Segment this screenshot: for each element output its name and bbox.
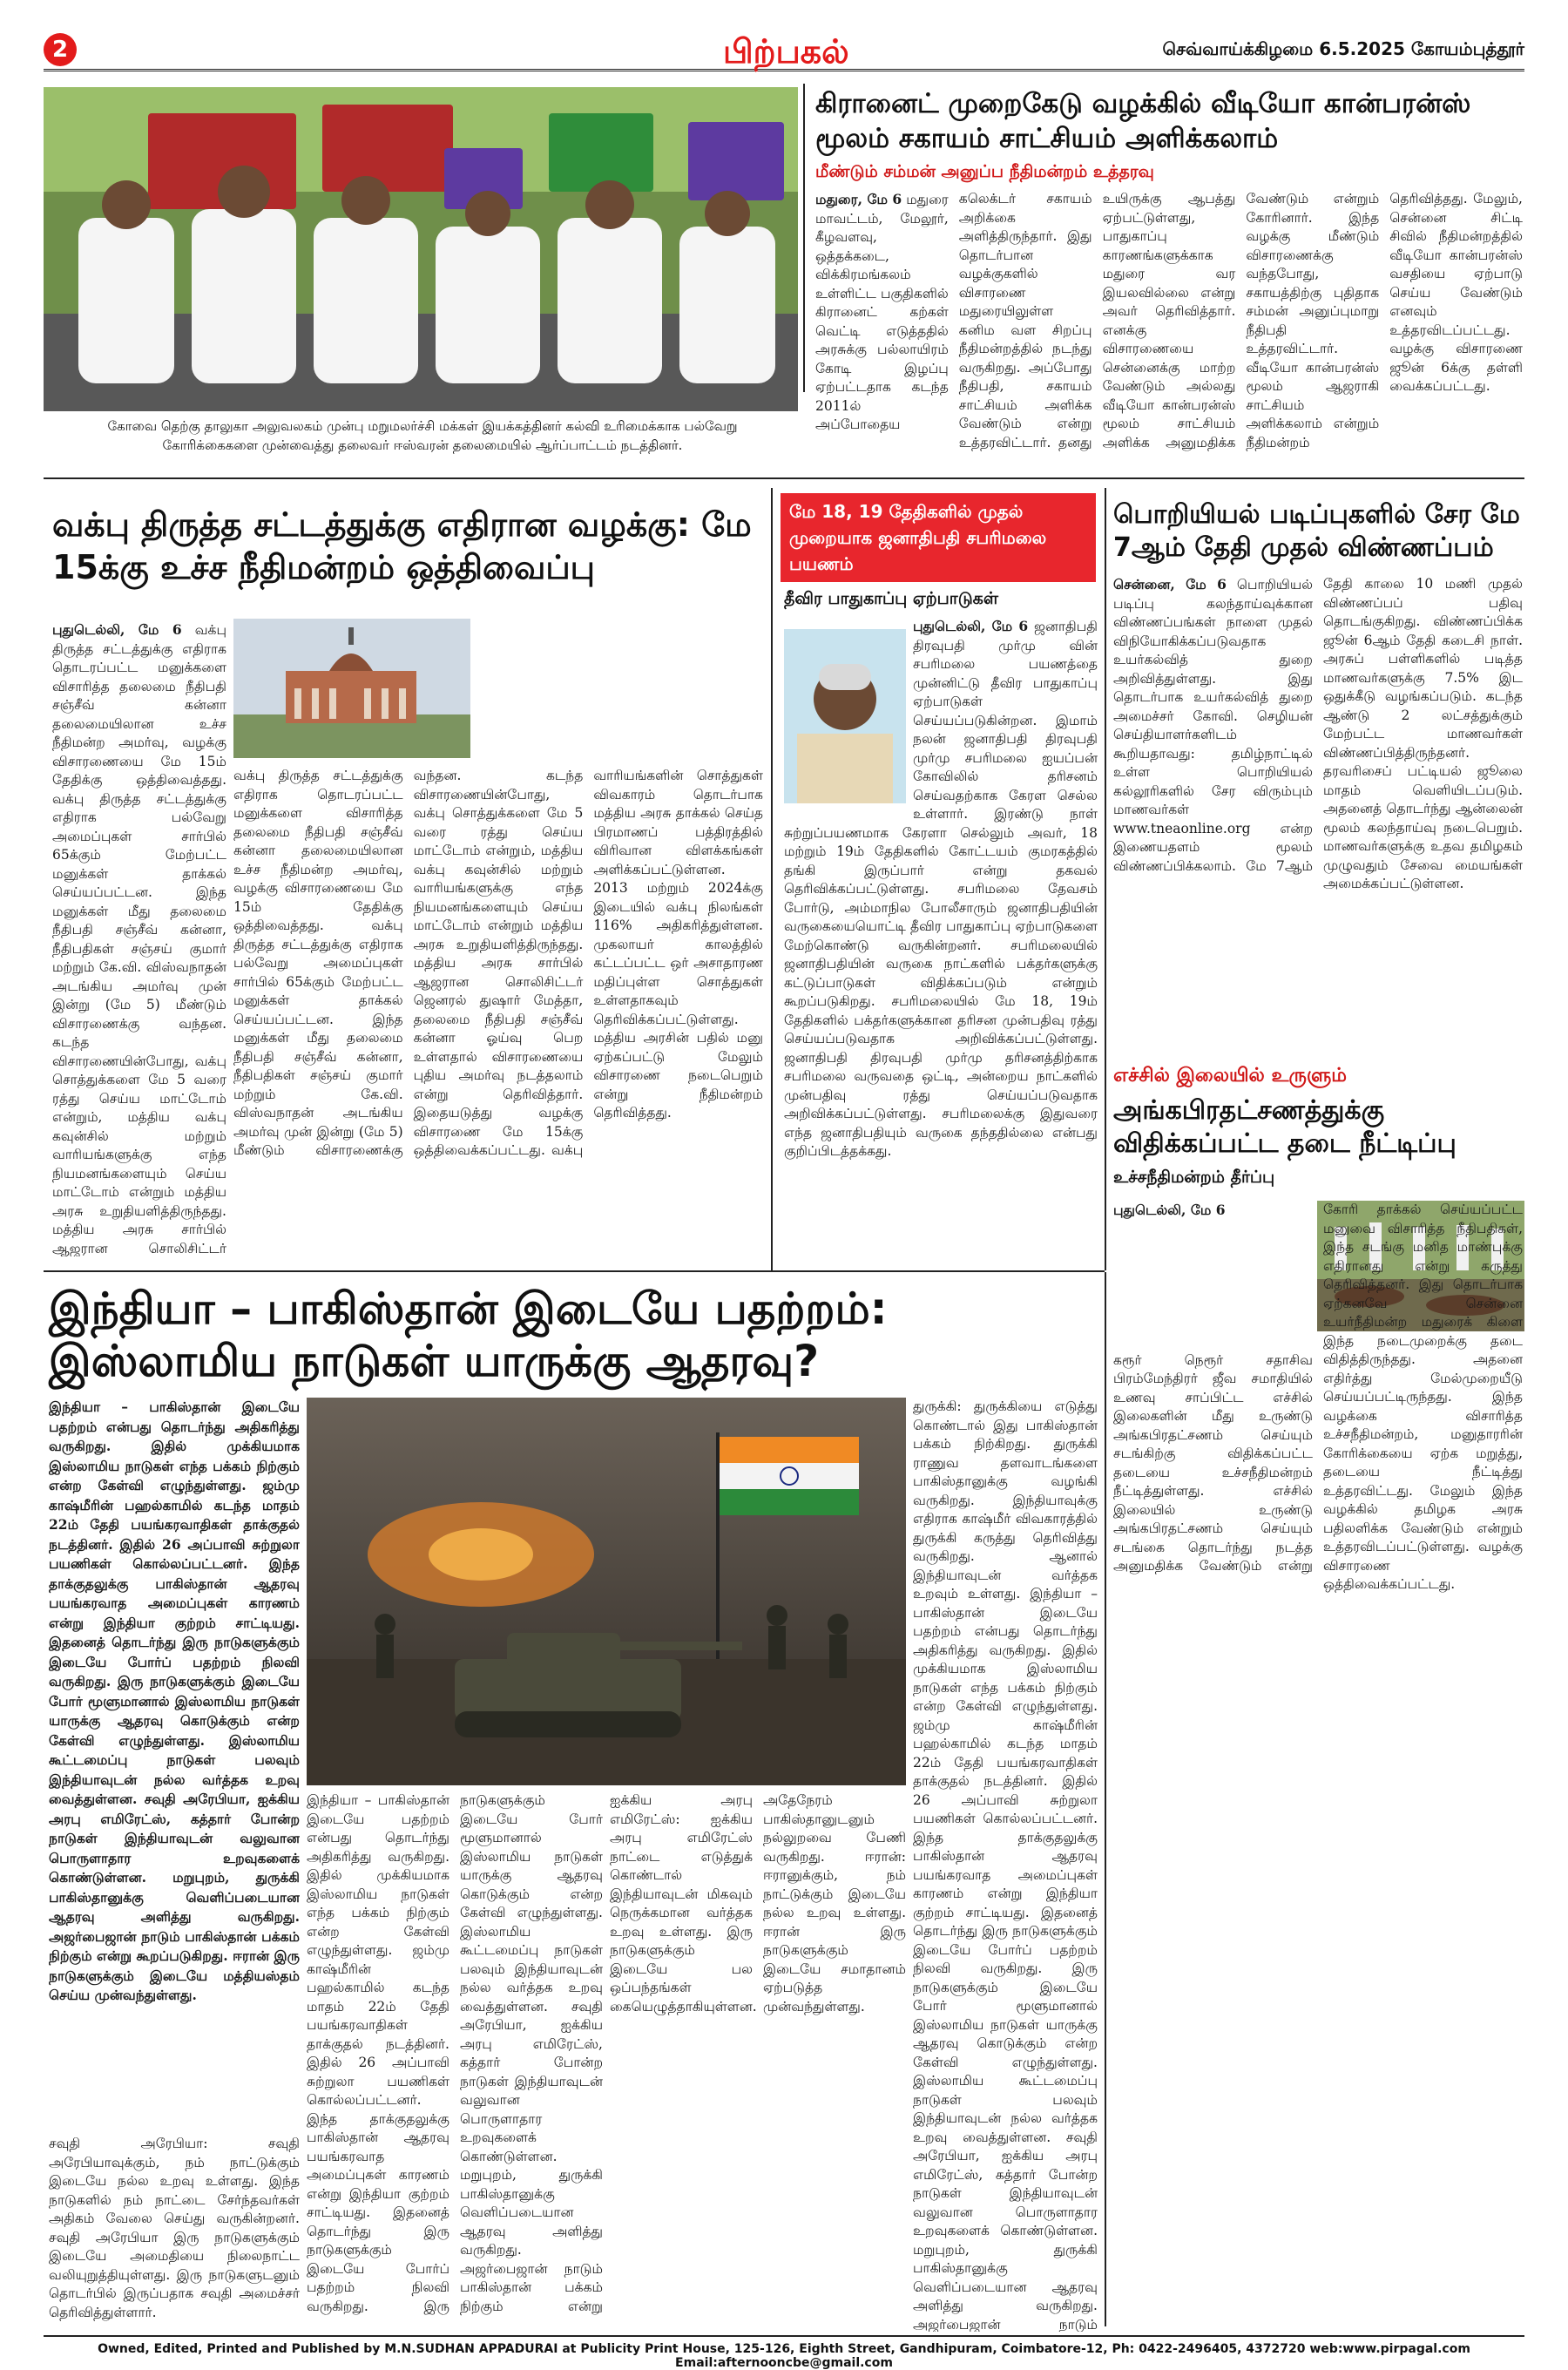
india-pak-saudi-text: சவுதி அரேபியா: சவுதி அரேபியாவுக்கும், நம் நாட்டுக்கும் இடையே நல்ல உறவு உள்ளது. இந்த நாடுகளில் நம் நாட்டை சேர்ந்தவர்கள் அதிகம் வேலை செய்து வருகின்றனர். சவுதி அரேபியா இரு நாடுகளுக்கும் இடையே அமைதியை நிலைநாட்ட வலியுறுத்தியுள்ளது. இரு நாடுகளுடனும் தொடர்பில் இருப்பதாக சவுதி அமைச்சர் தெரிவித்துள்ளார்.	[49, 2136, 300, 2320]
india-pak-lead: இந்தியா – பாகிஸ்தான் இடையே பதற்றம் என்பது தொடர்ந்து அதிகரித்து வருகிறது. இதில் முக்கியமாக இஸ்லாமிய நாடுகள் எந்த பக்கம் நிற்கும் என்ற கேள்வி எழுந்துள்ளது. ஜம்மு காஷ்மீரின் பஹல்காமில் கடந்த மாதம் 22ம் தேதி பயங்கரவாதிகள் தாக்குதல் நடத்தினர். இதில் 26 அப்பாவி சுற்றுலா பயணிகள் கொல்லப்பட்டனர். இந்த தாக்குதலுக்கு பாகிஸ்தான் ஆதரவு பயங்கரவாத அமைப்புகள் காரணம் என்று இந்தியா குற்றம் சாட்டியது. இதனைத் தொடர்ந்து இரு நாடுகளுக்கும் இடையே போர்ப் பதற்றம் நிலவி வருகிறது. இரு நாடுகளுக்கும் இடையே போர் மூளுமானால் இஸ்லாமிய நாடுகள் யாருக்கு ஆதரவு கொடுக்கும் என்ற கேள்வி எழுந்துள்ளது. இஸ்லாமிய கூட்டமைப்பு நாடுகள் பலவும் இந்தியாவுடன் நல்ல வர்த்தக உறவு வைத்துள்ளன. சவுதி அரேபியா, ஐக்கிய அரபு எமிரேட்ஸ், கத்தார் போன்ற நாடுகள் இந்தியாவுடன் வலுவான பொருளாதார உறவுகளைக் கொண்டுள்ளன. மறுபுறம், துருக்கி பாகிஸ்தானுக்கு வெளிப்படையான ஆதரவு அளித்து வருகிறது. அஜர்பைஜான் நாடும் பாகிஸ்தான் பக்கம் நிற்கும் என்று கூறப்படுகிறது. ஈரான் இரு நாடுகளுக்கும் இடையே மத்தியஸ்தம் செய்ய முன்வந்துள்ளது.	[49, 1398, 300, 2003]
war-photo	[307, 1398, 906, 1785]
waqf-text: வக்பு திருத்த சட்டத்துக்கு எதிராக தொடரப்பட்ட மனுக்களை விசாரித்த தலைமை நீதிபதி சஞ்சீவ் கன்னா தலைமையிலான உச்ச நீதிமன்ற அமர்வு, வழக்கு விசாரணையை மே 15ம் தேதிக்கு ஒத்திவைத்தது. வக்பு திருத்த சட்டத்துக்கு எதிராக பல்வேறு அமைப்புகள் சார்பில் 65க்கும் மேற்பட்ட மனுக்கள் தாக்கல் செய்யப்பட்டன. இந்த மனுக்கள் மீது தலைமை நீதிபதி சஞ்சீவ் கன்னா, நீதிபதிகள் சஞ்சய் குமார் மற்றும் கே.வி. விஸ்வநாதன் அடங்கிய அமர்வு முன் இன்று (மே 5) மீண்டும் விசாரணைக்கு வந்தன. கடந்த விசாரணையின்போது, வக்பு சொத்துக்களை மே 5 வரை ரத்து செய்ய மாட்டோம் என்றும், மத்திய வக்பு கவுன்சில் மற்றும் வாரியங்களுக்கு எந்த நியமனங்களையும் செய்ய மாட்டோம் என்றும் மத்திய அரசு உறுதியளித்திருந்தது. மத்திய அரசு சார்பில் ஆஜரான சொலிசிட்டர்	[52, 622, 226, 1256]
supreme-court-photo	[233, 619, 470, 758]
president-body	[784, 617, 1098, 1262]
india-pak-center-text: இந்தியா – பாகிஸ்தான் இடையே பதற்றம் என்பது தொடர்ந்து அதிகரித்து வருகிறது. இதில் முக்கியமாக இஸ்லாமிய நாடுகள் எந்த பக்கம் நிற்கும் என்ற கேள்வி எழுந்துள்ளது. ஜம்மு காஷ்மீரின் பஹல்காமில் கடந்த மாதம் 22ம் தேதி பயங்கரவாதிகள் தாக்குதல் நடத்தினர். இதில் 26 அப்பாவி சுற்றுலா பயணிகள் கொல்லப்பட்டனர். இந்த தாக்குதலுக்கு பாகிஸ்தான் ஆதரவு பயங்கரவாத அமைப்புகள் காரணம் என்று இந்தியா குற்றம் சாட்டியது. இதனைத் தொடர்ந்து இரு நாடுகளுக்கும் இடையே போர்ப் பதற்றம் நிலவி வருகிறது. இரு நாடுகளுக்கும் இடையே போர் மூளுமானால் இஸ்லாமிய நாடுகள் யாருக்கு ஆதரவு கொடுக்கும் என்ற கேள்வி எழுந்துள்ளது. இஸ்லாமிய கூட்டமைப்பு நாடுகள் பலவும் இந்தியாவுடன் நல்ல வர்த்தக உறவு வைத்துள்ளன. சவுதி அரேபியா, ஐக்கிய அரபு எமிரேட்ஸ், கத்தார் போன்ற நாடுகள் இந்தியாவுடன் வலுவான பொருளாதார உறவுகளைக் கொண்டுள்ளன. மறுபுறம், துருக்கி பாகிஸ்தானுக்கு வெளிப்படையான ஆதரவு அளித்து வருகிறது. அஜர்பைஜான் நாடும் பாகிஸ்தான் பக்கம் நிற்கும் என்று	[307, 1792, 603, 2314]
waqf-body-right	[233, 767, 763, 1256]
india-pak-turkey-text: துருக்கி: துருக்கியை எடுத்து கொண்டால் இது பாகிஸ்தான் பக்கம் நிற்கிறது. துருக்கி ராணுவ தளவாடங்களை பாகிஸ்தானுக்கு வழங்கி வருகிறது. இந்தியாவுக்கு எதிராக காஷ்மீர் விவகாரத்தில் துருக்கி கருத்து தெரிவித்து வருகிறது. ஆனால் இந்தியாவுடன் வர்த்தக உறவும் உள்ளது.	[913, 1398, 1098, 1601]
waqf-body-left	[52, 620, 226, 1256]
india-pak-headline: இந்தியா – பாகிஸ்தான் இடையே பதற்றம்: இஸ்லாமிய நாடுகள் யாருக்கு ஆதரவு?	[49, 1283, 888, 1386]
photo-float-spacer	[784, 617, 913, 809]
section-rule	[44, 477, 1524, 479]
engineering-headline: பொறியியல் படிப்புகளில் சேர மே 7ஆம் தேதி முதல் விண்ணப்பம்	[1113, 499, 1520, 564]
granite-subhead: மீண்டும் சம்மன் அனுப்ப நீதிமன்றம் உத்தரவு	[815, 162, 1154, 181]
india-pak-iran-text: ஈரான்: ஈரானுக்கும், நம் நாட்டுக்கும் இடையே நல்ல உறவு உள்ளது. ஈரான் இரு நாடுகளுக்கும் இடையே சமாதானம் ஏற்படுத்த முன்வந்துள்ளது.	[763, 1848, 906, 2014]
granite-body	[815, 190, 1523, 476]
president-subhead: தீவிர பாதுகாப்பு ஏற்பாடுகள்	[784, 589, 998, 608]
angapradakshinam-text: கரூர் நெரூர் சதாசிவ பிரம்மேந்திரர் ஜீவ சமாதியில் உணவு சாப்பிட்ட எச்சில் இலைகளின் மீது உருண்டு அங்கபிரதட்சணம் செய்யும் சடங்கிற்கு விதிக்கப்பட்ட தடையை உச்சநீதிமன்றம் நீட்டித்துள்ளது. எச்சில் இலையில் உருண்டு அங்கபிரதட்சணம் செய்யும் சடங்கை தொடர்ந்து நடத்த அனுமதிக்க வேண்டும் என்று கோரி தாக்கல் செய்யப்பட்ட மனுவை விசாரித்த நீதிபதிகள், இந்த சடங்கு மனித மாண்புக்கு எதிரானது என்று கருத்து தெரிவித்தனர். இது தொடர்பாக ஏற்கனவே சென்னை உயர்நீதிமன்ற மதுரைக் கிளை இந்த நடைமுறைக்கு தடை விதித்திருந்தது. அதனை எதிர்த்து மேல்முறையீடு செய்யப்பட்டிருந்தது. இந்த வழக்கை விசாரித்த உச்சநீதிமன்றம், மனுதாரரின் கோரிக்கையை ஏற்க மறுத்து, தடையை நீட்டித்து உத்தரவிட்டது. மேலும் இந்த வழக்கில் தமிழக அரசு பதிலளிக்க வேண்டும் என்றும் உத்தரவிடப்பட்டுள்ளது. வழக்கு விசாரணை ஒத்திவைக்கப்பட்டது.	[1113, 1202, 1523, 1592]
page-number: 2	[44, 33, 77, 66]
supreme-court-illustration	[233, 619, 470, 758]
section-rule	[44, 1270, 1105, 1272]
column-rule	[1105, 488, 1106, 1270]
india-pak-body-mid	[610, 1791, 906, 2332]
granite-text: மதுரை மாவட்டம், மேலூர், கீழவளவு, ஒத்தக்கடை, விக்கிரமங்கலம் உள்ளிட்ட பகுதிகளில் கிரானைட் கற்கள் வெட்டி எடுத்ததில் அரசுக்கு பல்லாயிரம் கோடி இழப்பு ஏற்பட்டதாக கடந்த 2011ல் அப்போதைய கலெக்டர் சகாயம் அறிக்கை அளித்திருந்தார். இது தொடர்பான வழக்குகளில் விசாரணை மதுரையிலுள்ள கனிம வள சிறப்பு நீதிமன்றத்தில் நடந்து வருகிறது. அப்போது நீதிபதி, சகாயம் சாட்சியம் அளிக்க வேண்டும் என்று உத்தரவிட்டார். தனது உயிருக்கு ஆபத்து ஏற்பட்டுள்ளது, பாதுகாப்பு காரணங்களுக்காக மதுரை வர இயலவில்லை என்று அவர் தெரிவித்தார். எனக்கு விசாரணையை சென்னைக்கு மாற்ற வேண்டும் அல்லது வீடியோ கான்பரன்ஸ் மூலம் சாட்சியம் அளிக்க அனுமதிக்க வேண்டும் என்றும் கோரினார். இந்த வழக்கு மீண்டும் விசாரணைக்கு வந்தபோது, சகாயத்திற்கு புதிதாக சம்மன் அனுப்புமாறு நீதிபதி உத்தரவிட்டார். வீடியோ கான்பரன்ஸ் மூலம் ஆஜராகி சாட்சியம் அளிக்கலாம் என்றும் நீதிமன்றம் தெரிவித்தது. மேலும், சென்னை சிட்டி சிவில் நீதிமன்றத்தில் வீடியோ கான்பரன்ஸ் வசதியை ஏற்பாடு செய்ய வேண்டும் எனவும் உத்தரவிடப்பட்டது. வழக்கு விசாரணை ஜூன் 6க்கு தள்ளி வைக்கப்பட்டது.	[815, 191, 1523, 450]
president-text: ஜனாதிபதி திரவுபதி முர்மு வின் சபரிமலை பயணத்தை முன்னிட்டு தீவிர பாதுகாப்பு ஏற்பாடுகள் செய்யப்படுகின்றன. இமாம் நலன் ஜனாதிபதி திரவுபதி முர்மு சபரிமலை ஐயப்பன் கோவிலில் தரிசனம் செய்வதற்காக கேரள செல்ல உள்ளார். இரண்டு நாள் சுற்றுப்பயணமாக கேரளா செல்லும் அவர், 18 மற்றும் 19ம் தேதிகளில் கோட்டயம் குமரகத்தில் தங்கி இருப்பார் என்று தகவல் தெரிவிக்கப்பட்டுள்ளது. சபரிமலை தேவசம் போர்டு, அம்மாநில போலீசாரும் ஜனாதிபதியின் வருகையையொட்டி தீவிர பாதுகாப்பு ஏற்பாடுகளை மேற்கொண்டு வருகின்றனர். சபரிமலையில் ஜனாதிபதியின் வருகை நாட்களில் பக்தர்களுக்கு கட்டுப்பாடுகள் விதிக்கப்படும் என்றும் கூறப்படுகிறது. சபரிமலையில் மே 18, 19ம் தேதிகளில் பக்தர்களுக்கான தரிசன முன்பதிவு ரத்து செய்யப்படுவதாக அறிவிக்கப்பட்டுள்ளது. ஜனாதிபதி திரவுபதி முர்மு தரிசனத்திற்காக சபரிமலை வருவதை ஒட்டி, அன்றைய நாட்களில் முன்பதிவு ரத்து செய்யப்படுவதாக அறிவிக்கப்பட்டுள்ளது. சபரிமலைக்கு இதுவரை எந்த ஜனாதிபதியும் வருகை தந்ததில்லை என்பது குறிப்பிடத்தக்கது.	[784, 619, 1098, 1159]
war-illustration	[307, 1398, 906, 1785]
india-pak-right-continued: இந்தியா – பாகிஸ்தான் இடையே பதற்றம் என்பது தொடர்ந்து அதிகரித்து வருகிறது. இதில் முக்கியமாக இஸ்லாமிய நாடுகள் எந்த பக்கம் நிற்கும் என்ற கேள்வி எழுந்துள்ளது. ஜம்மு காஷ்மீரின் பஹல்காமில் கடந்த மாதம் 22ம் தேதி பயங்கரவாதிகள் தாக்குதல் நடத்தினர். இதில் 26 அப்பாவி சுற்றுலா பயணிகள் கொல்லப்பட்டனர். இந்த தாக்குதலுக்கு பாகிஸ்தான் ஆதரவு பயங்கரவாத அமைப்புகள் காரணம் என்று இந்தியா குற்றம் சாட்டியது. இதனைத் தொடர்ந்து இரு நாடுகளுக்கும் இடையே போர்ப் பதற்றம் நிலவி வருகிறது. இரு நாடுகளுக்கும் இடையே போர் மூளுமானால் இஸ்லாமிய நாடுகள் யாருக்கு ஆதரவு கொடுக்கும் என்ற கேள்வி எழுந்துள்ளது. இஸ்லாமிய கூட்டமைப்பு நாடுகள் பலவும் இந்தியாவுடன் நல்ல வர்த்தக உறவு வைத்துள்ளன. சவுதி அரேபியா, ஐக்கிய அரபு எமிரேட்ஸ், கத்தார் போன்ற நாடுகள் இந்தியாவுடன் வலுவான பொருளாதார உறவுகளைக் கொண்டுள்ளன. மறுபுறம், துருக்கி பாகிஸ்தானுக்கு வெளிப்படையான ஆதரவு அளித்து வருகிறது. அஜர்பைஜான் நாடும்	[913, 1586, 1098, 2332]
engineering-byline: சென்னை, மே 6	[1113, 576, 1227, 592]
angapradakshinam-body	[1113, 1201, 1523, 2330]
photo-spacer	[1113, 1221, 1313, 1351]
india-pak-body-right	[913, 1398, 1098, 2332]
column-rule	[803, 84, 805, 392]
angapradakshinam-subhead: உச்சநீதிமன்றம் தீர்ப்பு	[1113, 1168, 1275, 1187]
protest-photo-illustration	[44, 87, 798, 411]
protest-caption: கோவை தெற்கு தாலுகா அலுவலகம் முன்பு மறுமலர்ச்சி மக்கள் இயக்கத்தினர் கல்வி உரிமைக்காக பல்வேறு கோரிக்கைகளை முன்வைத்து தலைவர் ஈஸ்வரன் தலைமையில் ஆர்ப்பாட்டம் நடத்தினர்.	[107, 418, 738, 453]
angapradakshinam-byline: புதுடெல்லி, மே 6	[1113, 1202, 1226, 1218]
granite-byline: மதுரை, மே 6	[815, 191, 902, 207]
imprint-footer: Owned, Edited, Printed and Published by M.N.SUDHAN APPADURAI at Publicity Print House, 125-126, Eighth Street, Gandhipuram, Coimbatore-12, Ph: 0422-2496405, 4372720 web:www.pirpagal.com Email:afternooncbe@gmail.com	[44, 2335, 1524, 2370]
angapradakshinam-kicker: எச்சில் இலையில் உருளும்	[1113, 1065, 1347, 1087]
column-rule	[771, 488, 773, 1270]
india-pak-body-center	[307, 1791, 603, 2332]
president-kicker: மே 18, 19 தேதிகளில் முதல் முறையாக ஜனாதிபதி சபரிமலை பயணம்	[781, 493, 1096, 582]
newspaper-brand: பிற்பகல்	[723, 31, 849, 71]
waqf-text-continued: வக்பு திருத்த சட்டத்துக்கு எதிராக தொடரப்பட்ட மனுக்களை விசாரித்த தலைமை நீதிபதி சஞ்சீவ் கன்னா தலைமையிலான உச்ச நீதிமன்ற அமர்வு, வழக்கு விசாரணையை மே 15ம் தேதிக்கு ஒத்திவைத்தது. வக்பு திருத்த சட்டத்துக்கு எதிராக பல்வேறு அமைப்புகள் சார்பில் 65க்கும் மேற்பட்ட மனுக்கள் தாக்கல் செய்யப்பட்டன. இந்த மனுக்கள் மீது தலைமை நீதிபதி சஞ்சீவ் கன்னா, நீதிபதிகள் சஞ்சய் குமார் மற்றும் கே.வி. விஸ்வநாதன் அடங்கிய அமர்வு முன் இன்று (மே 5) மீண்டும் விசாரணைக்கு வந்தன. கடந்த விசாரணையின்போது, வக்பு சொத்துக்களை மே 5 வரை ரத்து செய்ய மாட்டோம் என்றும், மத்திய வக்பு கவுன்சில் மற்றும் வாரியங்களுக்கு எந்த நியமனங்களையும் செய்ய மாட்டோம் என்றும் மத்திய அரசு உறுதியளித்திருந்தது. மத்திய அரசு சார்பில் ஆஜரான சொலிசிட்டர் ஜெனரல் துஷார் மேத்தா, தலைமை நீதிபதி சஞ்சீவ் கன்னா ஓய்வு பெற உள்ளதால் விசாரணையை புதிய அமர்வு நடத்தலாம் என்று தெரிவித்தார். இதையடுத்து வழக்கு விசாரணை மே 15க்கு ஒத்திவைக்கப்பட்டது. வக்பு வாரியங்களின் சொத்துகள் விவகாரம் தொடர்பாக மத்திய அரசு தாக்கல் செய்த பிரமாணப் பத்திரத்தில் விரிவான விளக்கங்கள் அளிக்கப்பட்டுள்ளன. 2013 மற்றும் 2024க்கு இடையில் வக்பு நிலங்கள் 116% அதிகரித்துள்ளன. முகலாயர் காலத்தில் கட்டப்பட்ட ஒர் அசாதாரண மதிப்புள்ள சொத்துகள் உள்ளதாகவும் தெரிவிக்கப்பட்டுள்ளது. மத்திய அரசின் பதில் மனு ஏற்கப்பட்டு மேலும் விசாரணை நடைபெறும் என்று நீதிமன்றம் தெரிவித்தது.	[233, 768, 763, 1158]
waqf-byline: புதுடெல்லி, மே 6	[52, 621, 182, 638]
engineering-text: பொறியியல் படிப்பு கலந்தாய்வுக்கான விண்ணப்பங்கள் நாளை முதல் விநியோகிக்கப்படுவதாக உயர்கல்வித் துறை அறிவித்துள்ளது. இது தொடர்பாக உயர்கல்வித் துறை அமைச்சர் கோவி. செழியன் செய்தியாளர்களிடம் கூறியதாவது: தமிழ்நாட்டில் உள்ள பொறியியல் கல்லூரிகளில் சேர விரும்பும் மாணவர்கள் www.tneaonline.org என்ற இணையதளம் மூலம் விண்ணப்பிக்கலாம். மே 7ஆம் தேதி காலை 10 மணி முதல் விண்ணப்பப் பதிவு தொடங்குகிறது. விண்ணப்பிக்க ஜூன் 6ஆம் தேதி கடைசி நாள். அரசுப் பள்ளிகளில் படித்த மாணவர்களுக்கு 7.5% இட ஒதுக்கீடு வழங்கப்படும். கடந்த ஆண்டு 2 லட்சத்துக்கும் மேற்பட்ட மாணவர்கள் விண்ணப்பித்திருந்தனர். தரவரிசைப் பட்டியல் ஜூலை மாதம் வெளியிடப்படும். அதனைத் தொடர்ந்து ஆன்லைன் மூலம் கலந்தாய்வு நடைபெறும். மாணவர்களுக்கு உதவ தமிழகம் முழுவதும் சேவை மையங்கள் அமைக்கப்பட்டுள்ளன.	[1113, 576, 1523, 891]
president-byline: புதுடெல்லி, மே 6	[913, 618, 1029, 634]
column-rule	[1105, 1272, 1106, 2326]
granite-headline: கிரானைட் முறைகேடு வழக்கில் வீடியோ கான்பரன்ஸ் மூலம் சகாயம் சாட்சியம் அளிக்கலாம்	[815, 88, 1471, 154]
dateline: செவ்வாய்க்கிழமை 6.5.2025 கோயம்புத்தூர்	[1162, 38, 1524, 59]
angapradakshinam-headline: அங்கபிரதட்சணத்துக்கு விதிக்கப்பட்ட தடை நீட்டிப்பு	[1113, 1095, 1456, 1160]
india-pak-saudi	[49, 2135, 300, 2332]
engineering-body	[1113, 575, 1523, 1060]
india-pak-uae-text: ஐக்கிய அரபு எமிரேட்ஸ்: ஐக்கிய அரபு எமிரேட்ஸ் நாட்டை எடுத்துக் கொண்டால் இந்தியாவுடன் மிகவும் நெருக்கமான வர்த்தக உறவு உள்ளது. இரு நாடுகளுக்கும் இடையே பல ஒப்பந்தங்கள் கையெழுத்தாகியுள்ளன. அதேநேரம் பாகிஸ்தானுடனும் நல்லுறவை பேணி வருகிறது.	[610, 1792, 906, 2014]
waqf-headline: வக்பு திருத்த சட்டத்துக்கு எதிரான வழக்கு: மே 15க்கு உச்ச நீதிமன்றம் ஒத்திவைப்பு	[52, 505, 752, 586]
masthead	[44, 33, 1524, 71]
protest-photo	[44, 87, 798, 411]
